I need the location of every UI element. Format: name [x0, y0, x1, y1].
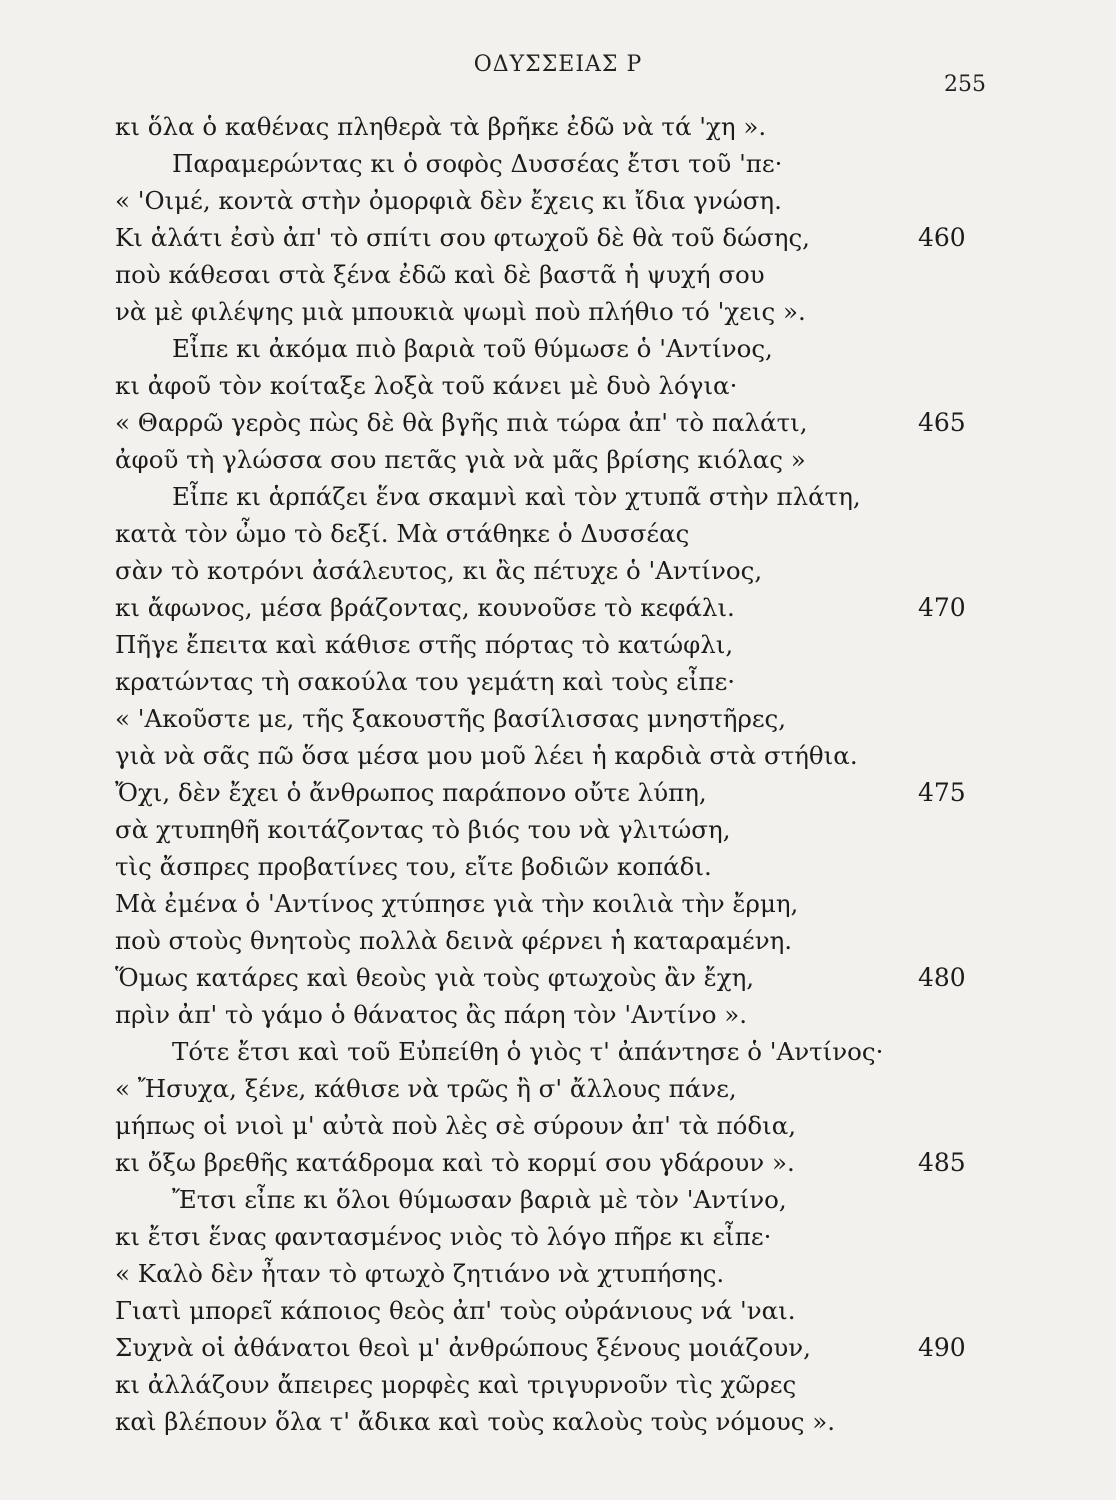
- running-head: ΟΔΥΣΣΕΙΑΣ Ρ: [473, 52, 643, 77]
- verse-text: Εἶπε κι ἀκόμα πιὸ βαριὰ τοῦ θύμωσε ὁ 'Αντίνος,: [172, 334, 773, 363]
- verse-text: σὰν τὸ κοτρόνι ἀσάλευτος, κι ἂς πέτυχε ὁ 'Αντίνος,: [115, 556, 763, 585]
- verse-line: [0, 552, 1116, 589]
- verse-text: ποὺ κάθεσαι στὰ ξένα ἐδῶ καὶ δὲ βαστᾶ ἡ ψυχή σου: [115, 260, 765, 289]
- verse-line: [0, 1070, 1116, 1107]
- verse-line: [0, 589, 1116, 626]
- verse-line: [0, 663, 1116, 700]
- verse-text: κι ὄξω βρεθῆς κατάδρομα καὶ τὸ κορμί σου γδάρουν ».: [115, 1148, 795, 1177]
- verse-line: [0, 774, 1116, 811]
- verse-line: [0, 367, 1116, 404]
- verse-text: μήπως οἱ νιοὶ μ' αὐτὰ ποὺ λὲς σὲ σύρουν ἀπ' τὰ πόδια,: [115, 1111, 797, 1140]
- verse-text: ἀφοῦ τὴ γλώσσα σου πετᾶς γιὰ νὰ μᾶς βρίσης κιόλας »: [115, 445, 806, 474]
- verse-text: « 'Οιμέ, κοντὰ στὴν ὀμορφιὰ δὲν ἔχεις κι ἴδια γνώση.: [115, 186, 782, 215]
- verse-line: [0, 1255, 1116, 1292]
- verse-line: [0, 1329, 1116, 1366]
- verse-line: [0, 1181, 1116, 1218]
- verse-text: κι ἀλλάζουν ἄπειρες μορφὲς καὶ τριγυρνοῦν τὶς χῶρες: [115, 1370, 797, 1399]
- verse-line: [0, 922, 1116, 959]
- verse-text: « 'Ακοῦστε με, τῆς ξακουστῆς βασίλισσας μνηστῆρες,: [115, 704, 787, 733]
- verse-text: κι ὅλα ὁ καθένας πληθερὰ τὰ βρῆκε ἐδῶ νὰ τά 'χη ».: [115, 112, 767, 141]
- verse-text: Τότε ἔτσι καὶ τοῦ Εὐπείθη ὁ γιὸς τ' ἀπάντησε ὁ 'Αντίνος·: [172, 1037, 884, 1066]
- verse-line: [0, 848, 1116, 885]
- line-number: 480: [918, 963, 966, 992]
- verse-text: καὶ βλέπουν ὅλα τ' ἄδικα καὶ τοὺς καλοὺς τοὺς νόμους ».: [115, 1407, 835, 1436]
- verse-text: τὶς ἄσπρες προβατίνες του, εἴτε βοδιῶν κοπάδι.: [115, 852, 712, 881]
- verse-text: Κι ἁλάτι ἐσὺ ἀπ' τὸ σπίτι σου φτωχοῦ δὲ θὰ τοῦ δώσης,: [115, 223, 810, 252]
- verse-text: γιὰ νὰ σᾶς πῶ ὅσα μέσα μου μοῦ λέει ἡ καρδιὰ στὰ στήθια.: [115, 741, 858, 770]
- verse-line: [0, 330, 1116, 367]
- verse-text: Ἔτσι εἶπε κι ὅλοι θύμωσαν βαριὰ μὲ τὸν 'Αντίνο,: [172, 1185, 787, 1214]
- verse-text: Παραμερώντας κι ὁ σοφὸς Δυσσέας ἔτσι τοῦ 'πε·: [172, 149, 783, 178]
- verse-text: « Καλὸ δὲν ἦταν τὸ φτωχὸ ζητιάνο νὰ χτυπήσης.: [115, 1259, 725, 1288]
- verse-text: Εἶπε κι ἁρπάζει ἕνα σκαμνὶ καὶ τὸν χτυπᾶ στὴν πλάτη,: [172, 482, 861, 511]
- verse-text: κι ἀφοῦ τὸν κοίταξε λοξὰ τοῦ κάνει μὲ δυὸ λόγια·: [115, 371, 738, 400]
- verse-line: [0, 737, 1116, 774]
- line-number: 470: [918, 593, 966, 622]
- verse-line: [0, 1366, 1116, 1403]
- verse-line: [0, 515, 1116, 552]
- verse-text: Συχνὰ οἱ ἀθάνατοι θεοὶ μ' ἀνθρώπους ξένους μοιάζουν,: [115, 1333, 811, 1362]
- line-number: 475: [918, 778, 966, 807]
- verse-line: [0, 108, 1116, 145]
- verse-line: [0, 1218, 1116, 1255]
- verse-text: κι ἄφωνος, μέσα βράζοντας, κουνοῦσε τὸ κεφάλι.: [115, 593, 735, 622]
- poem-text: [0, 108, 1116, 1440]
- verse-line: [0, 1144, 1116, 1181]
- verse-text: νὰ μὲ φιλέψης μιὰ μπουκιὰ ψωμὶ ποὺ πλήθιο τό 'χεις ».: [115, 297, 806, 326]
- verse-line: [0, 293, 1116, 330]
- verse-text: Πῆγε ἔπειτα καὶ κάθισε στῆς πόρτας τὸ κατώφλι,: [115, 630, 734, 659]
- verse-text: Μὰ ἐμένα ὁ 'Αντίνος χτύπησε γιὰ τὴν κοιλιὰ τὴν ἔρμη,: [115, 889, 799, 918]
- verse-line: [0, 256, 1116, 293]
- verse-line: [0, 404, 1116, 441]
- page-number: 255: [944, 72, 986, 97]
- line-number: 465: [918, 408, 966, 437]
- verse-line: [0, 478, 1116, 515]
- verse-text: Ὅμως κατάρες καὶ θεοὺς γιὰ τοὺς φτωχοὺς ἂν ἔχη,: [115, 963, 755, 992]
- verse-text: κατὰ τὸν ὦμο τὸ δεξί. Μὰ στάθηκε ὁ Δυσσέας: [115, 519, 690, 548]
- line-number: 460: [918, 223, 966, 252]
- verse-line: [0, 145, 1116, 182]
- verse-text: « Θαρρῶ γερὸς πὼς δὲ θὰ βγῆς πιὰ τώρα ἀπ' τὸ παλάτι,: [115, 408, 808, 437]
- verse-text: Γιατὶ μπορεῖ κάποιος θεὸς ἀπ' τοὺς οὐράνιους νά 'ναι.: [115, 1296, 796, 1325]
- verse-line: [0, 182, 1116, 219]
- verse-line: [0, 959, 1116, 996]
- verse-line: [0, 626, 1116, 663]
- line-number: 485: [918, 1148, 966, 1177]
- verse-text: κι ἔτσι ἕνας φαντασμένος νιὸς τὸ λόγο πῆρε κι εἶπε·: [115, 1222, 772, 1251]
- verse-line: [0, 441, 1116, 478]
- verse-text: ποὺ στοὺς θνητοὺς πολλὰ δεινὰ φέρνει ἡ καταραμένη.: [115, 926, 793, 955]
- verse-line: [0, 885, 1116, 922]
- verse-line: [0, 996, 1116, 1033]
- verse-line: [0, 1292, 1116, 1329]
- verse-text: σὰ χτυπηθῆ κοιτάζοντας τὸ βιός του νὰ γλιτώση,: [115, 815, 731, 844]
- verse-text: « Ἤσυχα, ξένε, κάθισε νὰ τρῶς ἢ σ' ἄλλους πάνε,: [115, 1074, 737, 1103]
- verse-text: κρατώντας τὴ σακούλα του γεμάτη καὶ τοὺς εἶπε·: [115, 667, 736, 696]
- verse-line: [0, 219, 1116, 256]
- verse-line: [0, 1107, 1116, 1144]
- verse-text: Ὄχι, δὲν ἔχει ὁ ἄνθρωπος παράπονο οὔτε λύπη,: [115, 778, 707, 807]
- verse-line: [0, 1403, 1116, 1440]
- verse-line: [0, 811, 1116, 848]
- line-number: 490: [918, 1333, 966, 1362]
- verse-text: πρὶν ἀπ' τὸ γάμο ὁ θάνατος ἂς πάρη τὸν 'Αντίνο ».: [115, 1000, 748, 1029]
- verse-line: [0, 1033, 1116, 1070]
- verse-line: [0, 700, 1116, 737]
